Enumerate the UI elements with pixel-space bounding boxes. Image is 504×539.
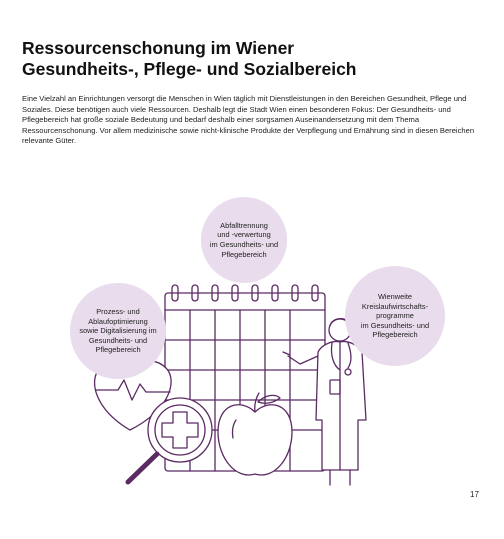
page-number: 17	[470, 490, 479, 499]
bubble-process-text: Prozess- und Ablaufoptimierung sowie Digitalisierung im Gesundheits- und Pflegebereich	[79, 307, 157, 355]
apple-icon	[218, 393, 292, 475]
bubble-process	[70, 283, 166, 379]
intro-paragraph: Eine Vielzahl an Einrichtungen versorgt die Menschen in Wien täglich mit Dienstleistungen in den Bereichen Gesundheit, Pflege und Soziales. Diese benötigen auch viele Ressourcen. Deshalb legt die Stadt Wien einen besonderen Fokus: Der Gesundheits- und Pflegebereich hat große soziale Bedeutung und bedarf deshalb einer sorgsamen Auseinandersetzung mit dem Thema Ressourcenschonung. Vor allem medizinische sowie nicht-klinische Produkte der Verpflegung und Ernährung sind in diesen Bereichen relevante Güter.	[22, 94, 475, 146]
bubble-circular-text: Wienweite Kreislaufwirtschafts- programme im Gesundheits- und Pflegebereich	[360, 292, 430, 340]
page-title	[22, 38, 482, 80]
bubble-waste-text: Abfalltrennung und -verwertung im Gesundheits- und Pflegebereich	[209, 220, 279, 259]
title-line-2: Gesundheits-, Pflege- und Sozialbereich	[22, 59, 357, 79]
title-line-1: Ressourcenschonung im Wiener	[22, 38, 295, 58]
bubble-circular	[345, 266, 445, 366]
bubble-waste	[201, 197, 287, 283]
